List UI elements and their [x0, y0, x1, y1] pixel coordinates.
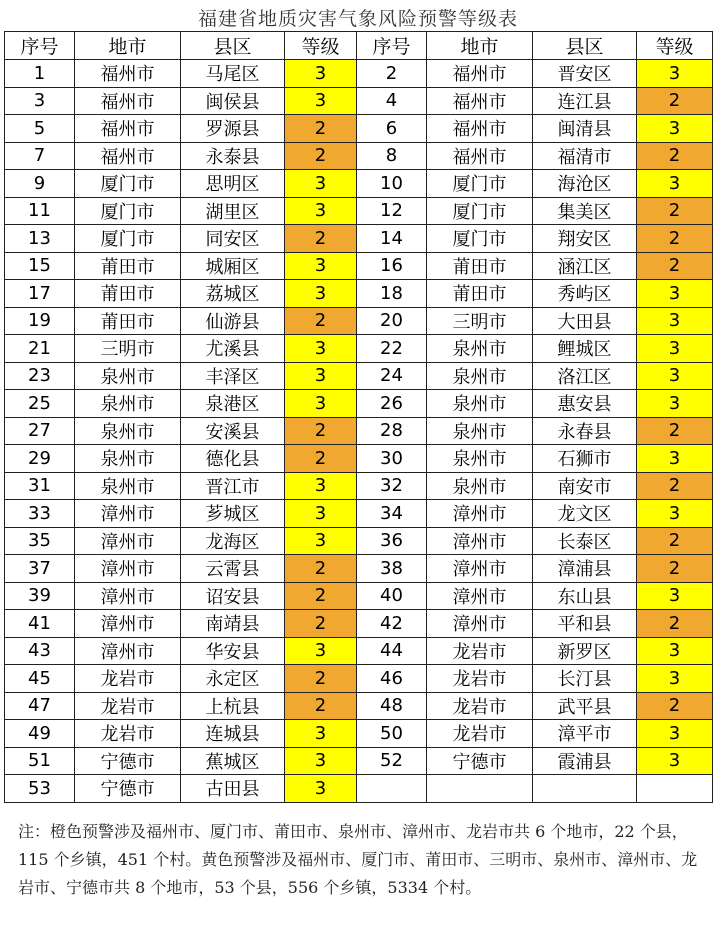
cell-level: 2	[285, 417, 357, 445]
cell-no: 32	[357, 472, 427, 500]
cell-county: 大田县	[533, 307, 637, 335]
table-row	[5, 472, 713, 500]
cell-level: 3	[285, 280, 357, 308]
cell-level: 3	[285, 87, 357, 115]
cell-level: 2	[285, 555, 357, 583]
table-row	[5, 582, 713, 610]
cell-county: 安溪县	[181, 417, 285, 445]
cell-no	[357, 775, 427, 803]
cell-city: 漳州市	[427, 555, 533, 583]
cell-level: 2	[285, 445, 357, 473]
cell-county: 福清市	[533, 142, 637, 170]
cell-level: 3	[285, 362, 357, 390]
cell-level: 2	[285, 665, 357, 693]
cell-no: 24	[357, 362, 427, 390]
cell-county: 湖里区	[181, 197, 285, 225]
cell-level: 3	[285, 335, 357, 363]
header-no: 序号	[5, 32, 75, 60]
cell-no: 43	[5, 637, 75, 665]
header-level: 等级	[637, 32, 713, 60]
table-row	[5, 610, 713, 638]
cell-no: 33	[5, 500, 75, 528]
cell-no: 20	[357, 307, 427, 335]
warning-level-table	[4, 31, 713, 803]
cell-county: 芗城区	[181, 500, 285, 528]
cell-level: 2	[285, 692, 357, 720]
cell-no: 10	[357, 170, 427, 198]
cell-no: 31	[5, 472, 75, 500]
cell-level	[637, 775, 713, 803]
cell-county: 连江县	[533, 87, 637, 115]
cell-county: 南靖县	[181, 610, 285, 638]
cell-city: 龙岩市	[427, 720, 533, 748]
cell-county: 新罗区	[533, 637, 637, 665]
cell-no: 46	[357, 665, 427, 693]
cell-county: 诏安县	[181, 582, 285, 610]
cell-county: 晋江市	[181, 472, 285, 500]
cell-level: 3	[285, 170, 357, 198]
table-row	[5, 692, 713, 720]
cell-city: 泉州市	[75, 417, 181, 445]
cell-city: 莆田市	[75, 307, 181, 335]
cell-city: 三明市	[427, 307, 533, 335]
cell-no: 21	[5, 335, 75, 363]
cell-county: 德化县	[181, 445, 285, 473]
cell-no: 3	[5, 87, 75, 115]
cell-no: 26	[357, 390, 427, 418]
cell-city: 厦门市	[427, 170, 533, 198]
cell-county: 仙游县	[181, 307, 285, 335]
cell-county: 思明区	[181, 170, 285, 198]
table-row	[5, 307, 713, 335]
cell-county: 荔城区	[181, 280, 285, 308]
cell-no: 7	[5, 142, 75, 170]
cell-city: 泉州市	[427, 417, 533, 445]
cell-county: 闽清县	[533, 115, 637, 143]
cell-county: 永定区	[181, 665, 285, 693]
cell-level: 2	[637, 252, 713, 280]
cell-no: 16	[357, 252, 427, 280]
table-row	[5, 417, 713, 445]
cell-city: 莆田市	[75, 252, 181, 280]
cell-county: 同安区	[181, 225, 285, 253]
table-body	[5, 60, 713, 803]
cell-county: 马尾区	[181, 60, 285, 88]
cell-county: 南安市	[533, 472, 637, 500]
cell-city: 厦门市	[427, 225, 533, 253]
cell-no: 23	[5, 362, 75, 390]
cell-level: 2	[637, 142, 713, 170]
cell-city: 漳州市	[427, 610, 533, 638]
cell-county: 龙文区	[533, 500, 637, 528]
cell-no: 50	[357, 720, 427, 748]
table-row	[5, 362, 713, 390]
cell-level: 3	[285, 527, 357, 555]
cell-no: 17	[5, 280, 75, 308]
cell-no: 34	[357, 500, 427, 528]
cell-no: 5	[5, 115, 75, 143]
cell-no: 35	[5, 527, 75, 555]
cell-level: 3	[637, 582, 713, 610]
cell-city: 漳州市	[427, 582, 533, 610]
cell-level: 3	[637, 115, 713, 143]
cell-county: 龙海区	[181, 527, 285, 555]
cell-county: 上杭县	[181, 692, 285, 720]
cell-level: 3	[285, 252, 357, 280]
cell-no: 49	[5, 720, 75, 748]
cell-county: 长汀县	[533, 665, 637, 693]
cell-level: 3	[285, 500, 357, 528]
cell-no: 27	[5, 417, 75, 445]
table-row	[5, 555, 713, 583]
cell-no: 18	[357, 280, 427, 308]
cell-county: 漳平市	[533, 720, 637, 748]
cell-level: 3	[285, 472, 357, 500]
cell-level: 3	[637, 500, 713, 528]
table-row	[5, 720, 713, 748]
table-row	[5, 445, 713, 473]
cell-level: 2	[637, 87, 713, 115]
cell-city: 漳州市	[427, 527, 533, 555]
cell-city: 泉州市	[427, 390, 533, 418]
cell-level: 3	[285, 775, 357, 803]
cell-level: 3	[285, 197, 357, 225]
cell-no: 11	[5, 197, 75, 225]
cell-city: 泉州市	[75, 390, 181, 418]
cell-county: 武平县	[533, 692, 637, 720]
cell-level: 2	[285, 582, 357, 610]
table-row	[5, 637, 713, 665]
cell-level: 3	[637, 335, 713, 363]
cell-no: 4	[357, 87, 427, 115]
cell-city: 龙岩市	[427, 637, 533, 665]
cell-city: 泉州市	[427, 362, 533, 390]
cell-city: 漳州市	[75, 637, 181, 665]
cell-city: 宁德市	[427, 747, 533, 775]
cell-level: 2	[637, 225, 713, 253]
cell-no: 37	[5, 555, 75, 583]
cell-no: 30	[357, 445, 427, 473]
table-row	[5, 60, 713, 88]
cell-city: 泉州市	[427, 445, 533, 473]
cell-level: 2	[285, 610, 357, 638]
cell-level: 2	[637, 692, 713, 720]
cell-county: 惠安县	[533, 390, 637, 418]
cell-city: 龙岩市	[427, 665, 533, 693]
cell-level: 2	[637, 472, 713, 500]
cell-no: 25	[5, 390, 75, 418]
cell-level: 3	[637, 280, 713, 308]
table-row	[5, 390, 713, 418]
table-row	[5, 335, 713, 363]
cell-no: 1	[5, 60, 75, 88]
table-row	[5, 197, 713, 225]
cell-no: 38	[357, 555, 427, 583]
cell-city: 福州市	[427, 60, 533, 88]
table-row	[5, 500, 713, 528]
cell-county: 东山县	[533, 582, 637, 610]
cell-city: 漳州市	[75, 527, 181, 555]
cell-city: 龙岩市	[427, 692, 533, 720]
cell-city: 宁德市	[75, 775, 181, 803]
cell-no: 48	[357, 692, 427, 720]
table-row	[5, 225, 713, 253]
cell-county: 罗源县	[181, 115, 285, 143]
cell-county: 云霄县	[181, 555, 285, 583]
cell-no: 51	[5, 747, 75, 775]
cell-level: 2	[637, 610, 713, 638]
cell-county: 蕉城区	[181, 747, 285, 775]
cell-no: 41	[5, 610, 75, 638]
cell-county: 古田县	[181, 775, 285, 803]
cell-no: 52	[357, 747, 427, 775]
cell-level: 3	[637, 170, 713, 198]
cell-no: 53	[5, 775, 75, 803]
cell-city: 福州市	[75, 142, 181, 170]
table-title: 福建省地质灾害气象风险预警等级表	[197, 8, 518, 30]
cell-county: 永春县	[533, 417, 637, 445]
cell-level: 2	[285, 225, 357, 253]
cell-city: 福州市	[427, 87, 533, 115]
cell-city: 龙岩市	[75, 692, 181, 720]
table-row	[5, 115, 713, 143]
cell-county: 城厢区	[181, 252, 285, 280]
cell-city: 泉州市	[75, 362, 181, 390]
cell-level: 2	[285, 142, 357, 170]
cell-city	[427, 775, 533, 803]
table-row	[5, 87, 713, 115]
cell-county: 丰泽区	[181, 362, 285, 390]
cell-no: 19	[5, 307, 75, 335]
cell-level: 2	[637, 197, 713, 225]
cell-level: 3	[637, 60, 713, 88]
cell-city: 厦门市	[75, 170, 181, 198]
cell-city: 厦门市	[75, 225, 181, 253]
cell-no: 42	[357, 610, 427, 638]
cell-county: 长泰区	[533, 527, 637, 555]
cell-level: 3	[637, 362, 713, 390]
cell-no: 40	[357, 582, 427, 610]
cell-city: 莆田市	[427, 280, 533, 308]
cell-no: 2	[357, 60, 427, 88]
cell-city: 宁德市	[75, 747, 181, 775]
cell-no: 8	[357, 142, 427, 170]
cell-county: 晋安区	[533, 60, 637, 88]
table-row	[5, 747, 713, 775]
cell-city: 莆田市	[427, 252, 533, 280]
table-row	[5, 775, 713, 803]
cell-city: 福州市	[75, 87, 181, 115]
cell-county: 泉港区	[181, 390, 285, 418]
header-county: 县区	[533, 32, 637, 60]
header-city: 地市	[427, 32, 533, 60]
cell-city: 福州市	[75, 60, 181, 88]
cell-city: 福州市	[75, 115, 181, 143]
cell-city: 漳州市	[75, 555, 181, 583]
cell-county: 鲤城区	[533, 335, 637, 363]
footnote: 注：橙色预警涉及福州市、厦门市、莆田市、泉州市、漳州市、龙岩市共 6 个地市，22 个县，115 个乡镇，451 个村。黄色预警涉及福州市、厦门市、莆田市、三明市、泉州市、漳州市、龙岩市、宁德市共 8 个地市，53 个县，556 个乡镇，5334 个村。	[18, 822, 698, 897]
cell-county: 秀屿区	[533, 280, 637, 308]
cell-county: 永泰县	[181, 142, 285, 170]
cell-level: 3	[285, 720, 357, 748]
cell-level: 2	[637, 417, 713, 445]
cell-county: 涵江区	[533, 252, 637, 280]
cell-city: 泉州市	[75, 472, 181, 500]
cell-level: 3	[637, 390, 713, 418]
cell-level: 3	[285, 637, 357, 665]
cell-city: 福州市	[427, 115, 533, 143]
cell-no: 9	[5, 170, 75, 198]
table-row	[5, 252, 713, 280]
cell-no: 44	[357, 637, 427, 665]
header-row	[5, 32, 713, 60]
cell-level: 2	[637, 527, 713, 555]
table-row	[5, 527, 713, 555]
cell-county: 集美区	[533, 197, 637, 225]
cell-level: 3	[637, 307, 713, 335]
cell-level: 2	[637, 555, 713, 583]
cell-city: 漳州市	[75, 500, 181, 528]
cell-county: 石狮市	[533, 445, 637, 473]
cell-county: 平和县	[533, 610, 637, 638]
header-county: 县区	[181, 32, 285, 60]
cell-level: 3	[637, 637, 713, 665]
cell-level: 3	[637, 445, 713, 473]
cell-city: 漳州市	[75, 582, 181, 610]
cell-city: 厦门市	[427, 197, 533, 225]
cell-no: 14	[357, 225, 427, 253]
header-city: 地市	[75, 32, 181, 60]
cell-county: 洛江区	[533, 362, 637, 390]
table-row	[5, 665, 713, 693]
cell-city: 泉州市	[427, 335, 533, 363]
cell-level: 2	[285, 307, 357, 335]
cell-level: 3	[285, 747, 357, 775]
cell-level: 2	[285, 115, 357, 143]
table-row	[5, 280, 713, 308]
cell-level: 3	[637, 720, 713, 748]
cell-no: 29	[5, 445, 75, 473]
cell-no: 36	[357, 527, 427, 555]
cell-county: 连城县	[181, 720, 285, 748]
cell-city: 漳州市	[427, 500, 533, 528]
cell-no: 12	[357, 197, 427, 225]
cell-county: 漳浦县	[533, 555, 637, 583]
cell-county: 翔安区	[533, 225, 637, 253]
cell-city: 泉州市	[427, 472, 533, 500]
cell-city: 漳州市	[75, 610, 181, 638]
cell-level: 3	[285, 390, 357, 418]
cell-level: 3	[637, 747, 713, 775]
cell-no: 45	[5, 665, 75, 693]
cell-level: 3	[637, 665, 713, 693]
cell-no: 47	[5, 692, 75, 720]
cell-no: 15	[5, 252, 75, 280]
cell-county: 华安县	[181, 637, 285, 665]
cell-no: 39	[5, 582, 75, 610]
cell-city: 三明市	[75, 335, 181, 363]
cell-no: 13	[5, 225, 75, 253]
table-row	[5, 142, 713, 170]
cell-city: 莆田市	[75, 280, 181, 308]
cell-no: 6	[357, 115, 427, 143]
cell-city: 泉州市	[75, 445, 181, 473]
header-level: 等级	[285, 32, 357, 60]
cell-city: 厦门市	[75, 197, 181, 225]
cell-city: 龙岩市	[75, 720, 181, 748]
cell-no: 22	[357, 335, 427, 363]
cell-county: 尤溪县	[181, 335, 285, 363]
cell-level: 3	[285, 60, 357, 88]
cell-county: 海沧区	[533, 170, 637, 198]
header-no: 序号	[357, 32, 427, 60]
cell-county: 闽侯县	[181, 87, 285, 115]
cell-county: 霞浦县	[533, 747, 637, 775]
cell-city: 福州市	[427, 142, 533, 170]
cell-no: 28	[357, 417, 427, 445]
table-row	[5, 170, 713, 198]
cell-city: 龙岩市	[75, 665, 181, 693]
cell-county	[533, 775, 637, 803]
